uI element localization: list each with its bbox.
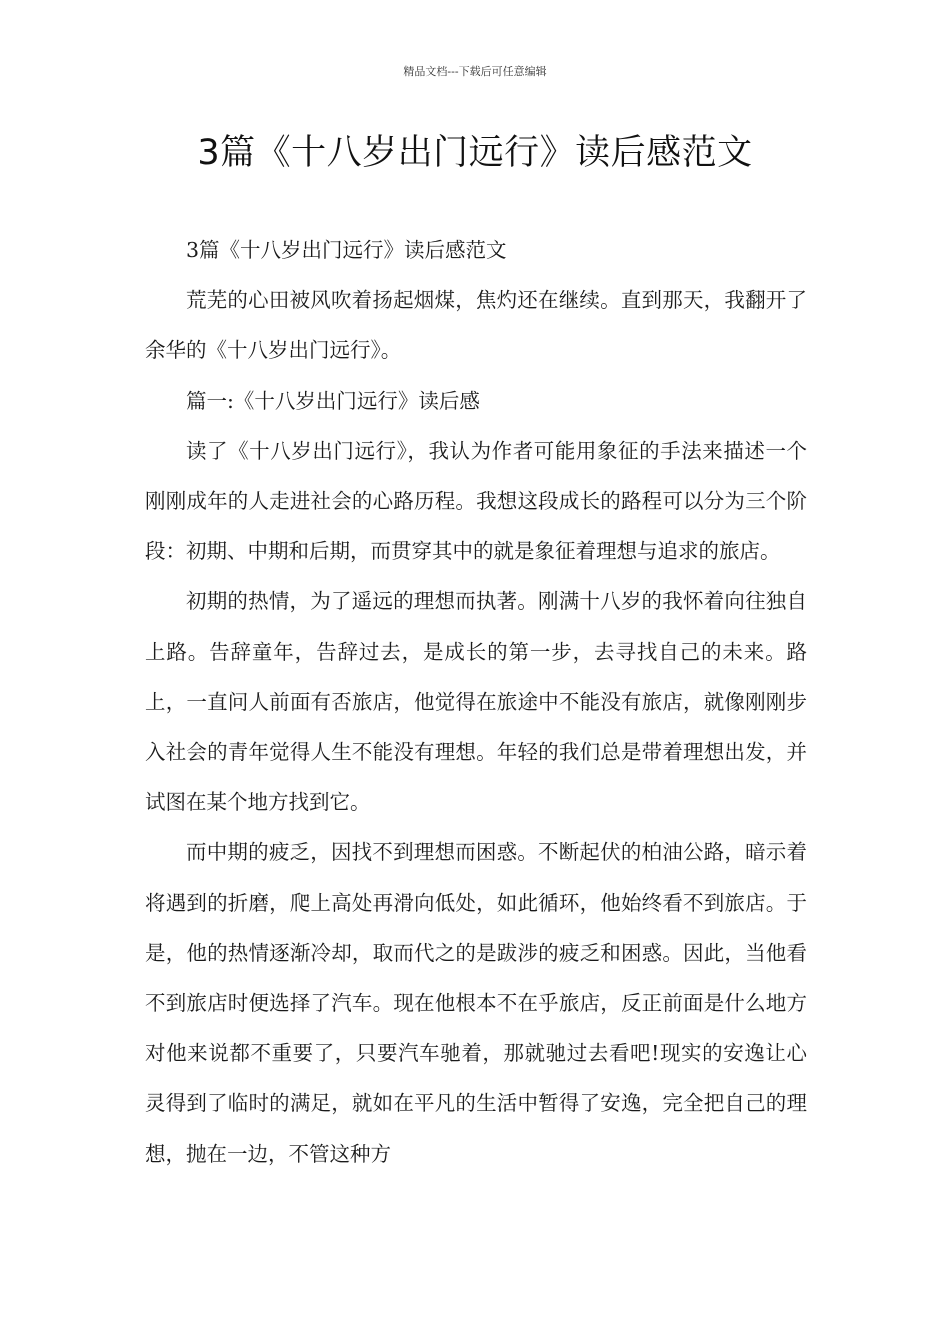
paragraph: 初期的热情，为了遥远的理想而执著。刚满十八岁的我怀着向往独自上路。告辞童年，告辞过去，是成长的第一步，去寻找自己的未来。路上，一直问人前面有否旅店，他觉得在旅途中不能没有旅店，就像刚刚步入社会的青年觉得人生不能没有理想。年轻的我们总是带着理想出发，并试图在某个地方找到它。 xyxy=(145,589,807,815)
paragraph-intro: 荒芜的心田被风吹着扬起烟煤，焦灼还在继续。直到那天，我翻开了余华的《十八岁出门远行》。 xyxy=(145,288,807,363)
paragraph-subtitle: 3篇《十八岁出门远行》读后感范文 xyxy=(186,238,507,262)
page-header: 精品文档---下载后可任意编辑 xyxy=(403,65,547,78)
document-body xyxy=(145,225,807,1179)
paragraph: 读了《十八岁出门远行》，我认为作者可能用象征的手法来描述一个刚刚成年的人走进社会的心路历程。我想这段成长的路程可以分为三个阶段：初期、中期和后期，而贯穿其中的就是象征着理想与追求的旅店。 xyxy=(145,438,807,564)
section-heading: 篇一:《十八岁出门远行》读后感 xyxy=(186,388,480,413)
document-title: 3篇《十八岁出门远行》读后感范文 xyxy=(197,133,753,173)
paragraph: 而中期的疲乏，因找不到理想而困惑。不断起伏的柏油公路，暗示着将遇到的折磨，爬上高处再滑向低处，如此循环，他始终看不到旅店。于是，他的热情逐渐冷却，取而代之的是跋涉的疲乏和困惑。因此，当他看不到旅店时便选择了汽车。现在他根本不在乎旅店，反正前面是什么地方对他来说都不重要了，只要汽车驰着，那就驰过去看吧!现实的安逸让心灵得到了临时的满足，就如在平凡的生活中暂得了安逸，完全把自己的理想，抛在一边，不管这种方 xyxy=(145,840,807,1166)
